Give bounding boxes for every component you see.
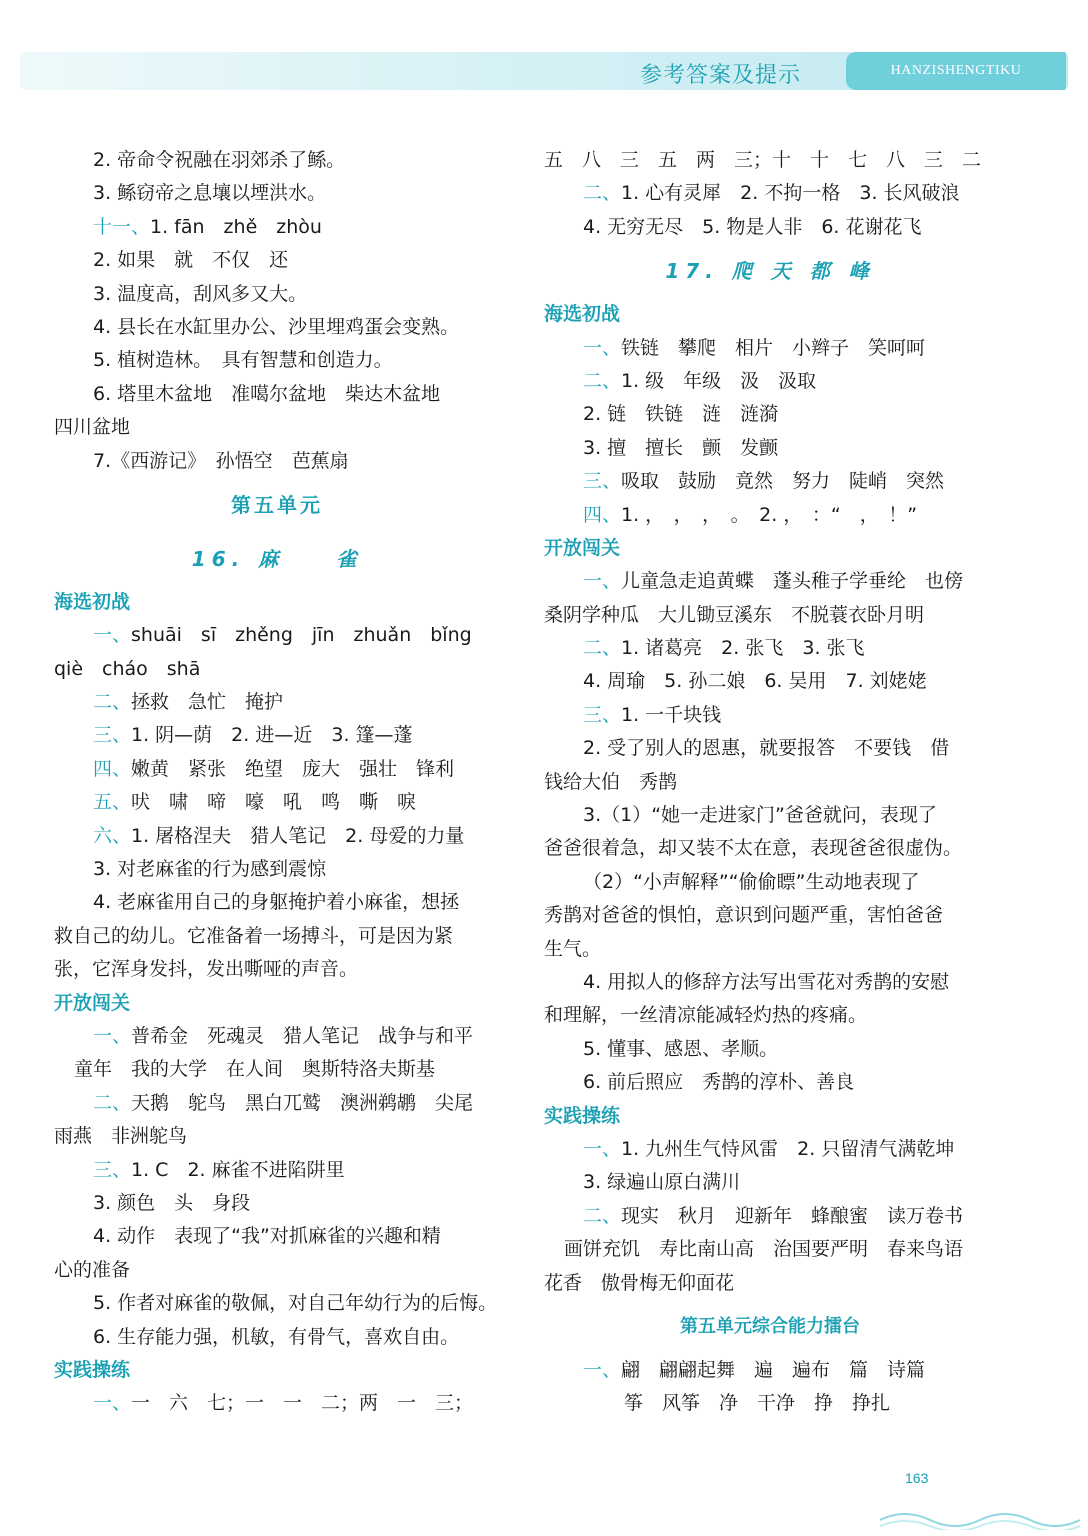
question-number: 一、 <box>93 624 132 647</box>
answer-line: 救自己的幼儿。它准备着一场搏斗，可是因为紧 <box>54 924 454 947</box>
question-number: 一、 <box>583 1137 622 1160</box>
answer-line <box>544 632 996 665</box>
section-heading: 海选初战 <box>544 303 621 326</box>
answer-line: 3. 擅 擅长 颤 发颤 <box>583 436 779 459</box>
answer-line: 爸爸很着急，却又装不太在意，表现爸爸很虚伪。 <box>544 837 963 860</box>
answer-line: 6. 塔里木盆地 准噶尔盆地 柴达木盆地 <box>93 382 441 405</box>
answer-line: 筝 风筝 净 干净 挣 挣扎 <box>624 1392 891 1415</box>
answer-line: 3. 颜色 头 身段 <box>93 1191 251 1214</box>
question-number: 四、 <box>93 757 132 780</box>
answer-line: 4. 县长在水缸里办公、沙里埋鸡蛋会变熟。 <box>93 315 460 338</box>
answer-text: 一 六 七；一 一 二；两 一 三； <box>131 1392 474 1415</box>
answer-line: 和理解，一丝清凉能减轻灼热的疼痛。 <box>544 1004 868 1027</box>
answer-line <box>544 499 996 532</box>
answer-line <box>54 1087 500 1120</box>
answer-line: 画饼充饥 寿比南山高 治国要严明 春来鸟语 <box>564 1238 964 1261</box>
answer-line: 五 八 三 五 两 三；十 十 七 八 三 二 <box>544 149 982 171</box>
answer-line <box>544 1354 996 1387</box>
question-number: 三、 <box>93 724 132 747</box>
unit-title: 第五单元 <box>231 492 323 517</box>
header-title: 参考答案及提示 <box>640 63 802 88</box>
question-number: 一、 <box>583 570 622 593</box>
answer-line <box>544 177 996 210</box>
answer-text: 拯救 急忙 掩护 <box>131 691 284 714</box>
question-number: 二、 <box>93 691 132 714</box>
answer-line <box>54 211 500 244</box>
section-heading: 开放闯关 <box>54 991 131 1014</box>
section-heading: 海选初战 <box>54 590 131 613</box>
answer-line: 3. 鲧窃帝之息壤以堙洪水。 <box>93 182 327 205</box>
question-number: 三、 <box>583 703 622 726</box>
answer-text: 1. C 2. 麻雀不进陷阱里 <box>131 1158 345 1181</box>
answer-text: 吠 啸 啼 嚎 吼 鸣 嘶 唳 <box>131 791 417 814</box>
left-column <box>54 144 500 1421</box>
answer-line: 4. 无穷无尽 5. 物是人非 6. 花谢花飞 <box>583 215 922 238</box>
answer-line: 张，它浑身发抖，发出嘶哑的声音。 <box>54 958 359 981</box>
answer-text: 1. ， ， ， 。 2. ， ：“ ， ！” <box>621 503 918 526</box>
answer-line: 3. 温度高，刮风多又大。 <box>93 282 308 305</box>
question-number: 一、 <box>583 1358 622 1381</box>
answer-line <box>544 332 996 365</box>
question-number: 二、 <box>583 1204 622 1227</box>
question-number: 三、 <box>583 470 622 493</box>
answer-line <box>54 786 500 819</box>
page-number: 163 <box>905 1470 929 1486</box>
answer-line: 心的准备 <box>54 1258 131 1281</box>
answer-line: 4. 动作 表现了“我”对抓麻雀的兴趣和精 <box>93 1225 441 1248</box>
right-column <box>544 144 996 1421</box>
wave-decoration <box>880 1490 1080 1530</box>
answer-line <box>54 1387 500 1420</box>
answer-text: 1. 九州生气恃风雷 2. 只留清气满乾坤 <box>621 1137 955 1160</box>
answer-line <box>54 753 500 786</box>
answer-line <box>54 1020 500 1053</box>
answer-line: 花香 傲骨梅无仰面花 <box>544 1271 735 1294</box>
section-heading: 实践操练 <box>54 1358 131 1381</box>
question-number: 五、 <box>93 791 132 814</box>
answer-line: 雨燕 非洲鸵鸟 <box>54 1125 188 1148</box>
answer-line: 桑阴学种瓜 大儿锄豆溪东 不脱蓑衣卧月明 <box>544 603 925 626</box>
answer-text: 1. 诸葛亮 2. 张飞 3. 张飞 <box>621 637 865 660</box>
answer-line: 钱给大伯 秀鹊 <box>544 770 678 793</box>
answer-line <box>544 365 996 398</box>
answer-text: 吸取 鼓励 竟然 努力 陡峭 突然 <box>621 470 945 493</box>
answer-text: 翩 翩翩起舞 遍 遍布 篇 诗篇 <box>621 1358 926 1381</box>
answer-line <box>544 1133 996 1166</box>
answer-line: 2. 链 铁链 涟 涟漪 <box>583 403 779 426</box>
question-number: 二、 <box>93 1091 132 1114</box>
question-number: 一、 <box>583 336 622 359</box>
answer-line: 2. 帝命令祝融在羽郊杀了鲧。 <box>93 149 346 171</box>
answer-text: 1. 阴—荫 2. 进—近 3. 篷—蓬 <box>131 724 413 747</box>
answer-line <box>544 465 996 498</box>
answer-text: shuāi sī zhěng jīn zhuǎn bǐng <box>131 624 472 647</box>
answer-line: 5. 植树造林。 具有智慧和创造力。 <box>93 349 393 372</box>
answer-line: 5. 懂事、感恩、孝顺。 <box>583 1037 779 1060</box>
answer-text: 嫩黄 紧张 绝望 庞大 强壮 锋利 <box>131 757 455 780</box>
unit-review-title: 第五单元综合能力擂台 <box>680 1315 860 1337</box>
answer-text: 1. 心有灵犀 2. 不拘一格 3. 长风破浪 <box>621 182 960 205</box>
answer-line <box>544 565 996 598</box>
answer-line <box>544 699 996 732</box>
answer-line: 6. 生存能力强，机敏，有骨气，喜欢自由。 <box>93 1325 460 1348</box>
answer-line <box>544 1200 996 1233</box>
answer-line: 5. 作者对麻雀的敬佩，对自己年幼行为的后悔。 <box>93 1292 498 1315</box>
answer-text: 现实 秋月 迎新年 蜂酿蜜 读万卷书 <box>621 1204 964 1227</box>
answer-text: 1. 级 年级 汲 汲取 <box>621 369 817 392</box>
answer-line: 4. 老麻雀用自己的身躯掩护着小麻雀，想拯 <box>93 891 460 914</box>
answer-text: 铁链 攀爬 相片 小辫子 笑呵呵 <box>621 336 926 359</box>
answer-line <box>54 686 500 719</box>
answer-line: 3.（1）“她一走进家门”爸爸就问，表现了 <box>583 804 937 827</box>
section-heading: 开放闯关 <box>544 536 621 559</box>
answer-text: 儿童急走追黄蝶 蓬头稚子学垂纶 也傍 <box>621 570 964 593</box>
answer-line: 3. 对老麻雀的行为感到震惊 <box>93 858 327 881</box>
answer-text: 1. 一千块钱 <box>621 703 722 726</box>
answer-line <box>54 820 500 853</box>
question-number: 二、 <box>583 369 622 392</box>
answer-line: qiè cháo shā <box>54 657 201 680</box>
question-number: 三、 <box>93 1158 132 1181</box>
lesson-title: 17. 爬 天 都 峰 <box>665 259 875 284</box>
answer-text: 1. fān zhě zhòu <box>150 215 322 238</box>
answer-line <box>54 1154 500 1187</box>
answer-text: 普希金 死魂灵 猎人笔记 战争与和平 <box>131 1024 474 1047</box>
section-heading: 实践操练 <box>544 1104 621 1127</box>
answer-line <box>54 719 500 752</box>
question-number: 十一、 <box>93 215 151 238</box>
answer-line: （2）“小声解释”“偷偷瞟”生动地表现了 <box>583 870 920 893</box>
answer-line: 四川盆地 <box>54 416 131 439</box>
question-number: 四、 <box>583 503 622 526</box>
question-number: 二、 <box>583 637 622 660</box>
question-number: 一、 <box>93 1024 132 1047</box>
question-number: 二、 <box>583 182 622 205</box>
header-tag: HANZISHENGTIKU <box>846 52 1066 90</box>
answer-line: 2. 受了别人的恩惠，就要报答 不要钱 借 <box>583 737 950 760</box>
answer-line: 秀鹊对爸爸的惧怕，意识到问题严重，害怕爸爸 <box>544 904 944 927</box>
answer-line: 童年 我的大学 在人间 奥斯特洛夫斯基 <box>74 1058 436 1081</box>
answer-text: 天鹅 鸵鸟 黑白兀鹫 澳洲鹈鹕 尖尾 <box>131 1091 474 1114</box>
answer-line: 生气。 <box>544 937 602 960</box>
answer-line: 2. 如果 就 不仅 还 <box>93 249 289 272</box>
answer-line <box>54 619 500 652</box>
lesson-title: 16. 麻 雀 <box>191 546 363 571</box>
answer-line: 4. 用拟人的修辞方法写出雪花对秀鹊的安慰 <box>583 970 950 993</box>
question-number: 六、 <box>93 824 132 847</box>
answer-text: 1. 屠格涅夫 猎人笔记 2. 母爱的力量 <box>131 824 465 847</box>
answer-line: 6. 前后照应 秀鹊的淳朴、善良 <box>583 1071 855 1094</box>
answer-line: 4. 周瑜 5. 孙二娘 6. 吴用 7. 刘姥姥 <box>583 670 927 693</box>
question-number: 一、 <box>93 1392 132 1415</box>
answer-line: 7.《西游记》 孙悟空 芭蕉扇 <box>93 449 349 472</box>
answer-line: 3. 绿遍山原白满川 <box>583 1171 741 1194</box>
